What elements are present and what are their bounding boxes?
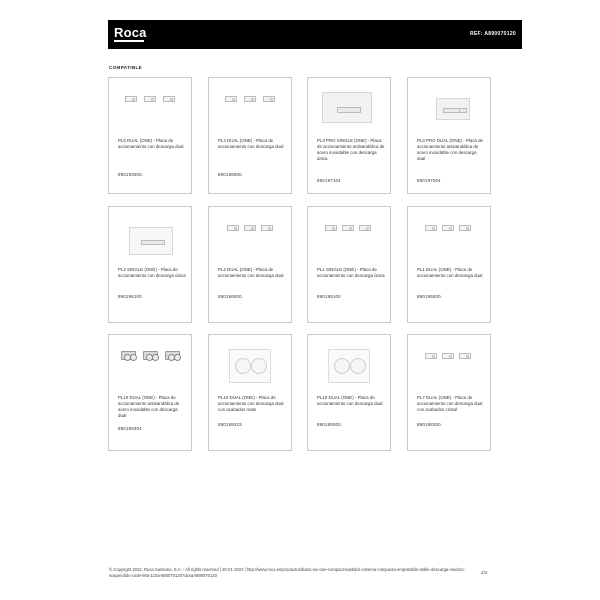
product-card[interactable] <box>307 77 391 194</box>
product-card[interactable] <box>108 334 192 451</box>
product-code: 890189300. <box>317 422 343 427</box>
product-code: 890197004 <box>417 178 441 183</box>
product-image <box>115 341 185 389</box>
product-code: 890196000. <box>218 294 244 299</box>
product-code: 890195100 <box>317 294 341 299</box>
product-code: 890195000. <box>417 294 443 299</box>
product-description: PL5 DUAL (ONE) - Placa de accionamiento con descarga dual <box>118 138 184 150</box>
product-description: PL10 DUAL (ONE) - Placa de accionamiento con descarga dual con acabados mate <box>218 395 284 413</box>
product-card[interactable] <box>407 77 491 194</box>
product-description: PL3 PRO DUAL (ONE) - Placa de accionamiento antivandálica de acero inoxidable con descarga dual <box>417 138 483 162</box>
product-image <box>314 84 384 132</box>
product-image <box>314 341 384 389</box>
product-image <box>115 84 185 132</box>
product-image <box>414 213 484 261</box>
section-title: COMPATIBLE <box>109 65 143 70</box>
product-code: 890197104 <box>317 178 341 183</box>
product-image <box>414 84 484 132</box>
product-image <box>215 84 285 132</box>
product-card[interactable] <box>208 77 292 194</box>
product-card[interactable] <box>208 206 292 323</box>
product-card[interactable] <box>407 206 491 323</box>
product-code: 890198000. <box>218 172 244 177</box>
product-description: PL3 PRO SINGLE (ONE) - Placa de accionamiento antivandálica de acero inoxidable con descarga única <box>317 138 385 162</box>
logo-underline <box>114 40 144 42</box>
product-card[interactable] <box>208 334 292 451</box>
product-description: PL1 DUAL (ONE) - Placa de accionamiento con descarga dual <box>417 267 483 279</box>
product-image <box>314 213 384 261</box>
product-card[interactable] <box>307 206 391 323</box>
product-code: 890188300. <box>417 422 443 427</box>
product-card[interactable] <box>108 77 192 194</box>
roca-logo: Roca <box>114 25 147 40</box>
page-header <box>108 20 522 49</box>
product-code: 890193000. <box>118 172 144 177</box>
product-description: PL2 SINGLE (ONE) - Placa de accionamiento con descarga única <box>118 267 186 279</box>
product-description: PL7 DUAL (ONE) - Placa de accionamiento con descarga dual con acabados cristal <box>417 395 483 413</box>
product-code: 890196100 <box>118 294 142 299</box>
product-code: 890189323. <box>218 422 244 427</box>
reference-code: REF: A890070120 <box>469 31 516 37</box>
product-card[interactable] <box>108 206 192 323</box>
product-image <box>215 213 285 261</box>
footer-copyright: © Copyright 2022, Roca Sanitario, S.A. - All rights reserved | 20-01-2022 | http://www.roca.es/productos/basic-wc-one-compact-bastidor-cisterna-compacta-empotrable-doble-descarga-inodoro-suspendido-code-90a-110a-890070120?dcsaA890070120 <box>109 567 466 579</box>
product-image <box>414 341 484 389</box>
product-image <box>215 341 285 389</box>
product-description: PL2 DUAL (ONE) - Placa de accionamiento con descarga dual <box>218 267 284 279</box>
product-code: 890189304 <box>118 426 142 431</box>
product-description: PL10 DUAL (ONE) - Placa de accionamiento con descarga dual <box>317 395 383 407</box>
product-description: PL4 DUAL (ONE) - Placa de accionamiento con descarga dual <box>218 138 284 150</box>
product-card[interactable] <box>307 334 391 451</box>
product-image <box>115 213 185 261</box>
product-description: PL1 SINGLE (ONE) - Placa de accionamiento con descarga única <box>317 267 385 279</box>
page-number: 2/4 <box>481 570 488 575</box>
product-card[interactable] <box>407 334 491 451</box>
product-description: PL10 DUAL (ONE) - Placa de accionamiento antivandálica de acero inoxidable con descarga dual <box>118 395 180 419</box>
